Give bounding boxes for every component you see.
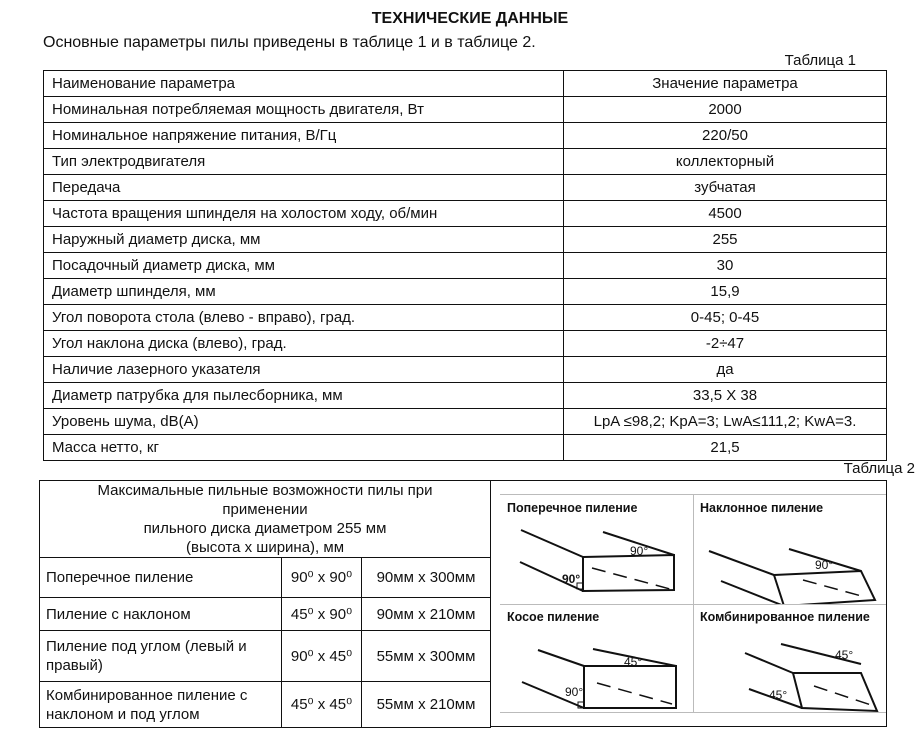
param-value-cell: да xyxy=(564,357,887,383)
param-name-cell: Наружный диаметр диска, мм xyxy=(44,227,564,253)
param-value-cell: 2000 xyxy=(564,97,887,123)
svg-text:90°: 90° xyxy=(562,572,581,586)
table-row xyxy=(44,435,887,461)
table-row xyxy=(44,331,887,357)
header-line: (высота х ширина), мм xyxy=(185,539,345,556)
angle-cell: 90⁰ x 45⁰ xyxy=(282,631,362,682)
param-value-cell: зубчатая xyxy=(564,175,887,201)
bevel-cut-drawing-icon xyxy=(693,495,886,604)
diagram-miter-cut xyxy=(500,604,693,713)
header-cell-value: Значение параметра xyxy=(564,71,887,97)
param-value-cell: 30 xyxy=(564,253,887,279)
header-line: пильного диска диаметром 255 мм xyxy=(143,520,387,537)
svg-text:45°: 45° xyxy=(624,655,643,669)
diagram-compound-cut xyxy=(693,604,886,713)
table-row xyxy=(44,305,887,331)
table-row xyxy=(44,383,887,409)
param-value-cell: 33,5 Х 38 xyxy=(564,383,887,409)
diagram-label: Поперечное пиление xyxy=(507,501,638,515)
param-value-cell: 220/50 xyxy=(564,123,887,149)
cutting-capacity-table xyxy=(39,480,491,728)
param-value-cell: 15,9 xyxy=(564,279,887,305)
param-name-cell: Частота вращения шпинделя на холостом ходу, об/мин xyxy=(44,201,564,227)
table-header-row xyxy=(44,71,887,97)
param-value-cell: 4500 xyxy=(564,201,887,227)
header-cell xyxy=(40,481,491,558)
table-row xyxy=(44,279,887,305)
diagram-bevel-cut xyxy=(693,495,886,604)
table-row xyxy=(44,357,887,383)
table-row xyxy=(40,682,491,728)
param-name-cell: Масса нетто, кг xyxy=(44,435,564,461)
diagram-grid xyxy=(500,494,886,713)
table-row xyxy=(44,123,887,149)
header-cell-param: Наименование параметра xyxy=(44,71,564,97)
svg-text:45°: 45° xyxy=(835,648,854,662)
size-cell: 55мм x 300мм xyxy=(362,631,491,682)
svg-text:90°: 90° xyxy=(630,544,649,558)
table-row xyxy=(44,253,887,279)
param-name-cell: Диаметр шпинделя, мм xyxy=(44,279,564,305)
angle-cell: 45⁰ x 45⁰ xyxy=(282,682,362,728)
table-row xyxy=(44,409,887,435)
param-name-cell: Номинальное напряжение питания, В/Гц xyxy=(44,123,564,149)
cut-type-cell: Пиление с наклоном xyxy=(40,598,282,631)
diagram-label: Наклонное пиление xyxy=(700,501,824,515)
param-name-cell: Угол наклона диска (влево), град. xyxy=(44,331,564,357)
cross-cut-drawing-icon xyxy=(500,495,693,604)
table-row xyxy=(44,201,887,227)
param-name-cell: Диаметр патрубка для пылесборника, мм xyxy=(44,383,564,409)
svg-text:45°: 45° xyxy=(769,688,788,702)
param-value-cell: 0-45; 0-45 xyxy=(564,305,887,331)
param-name-cell: Уровень шума, dB(A) xyxy=(44,409,564,435)
param-name-cell: Номинальная потребляемая мощность двигателя, Вт xyxy=(44,97,564,123)
table-row xyxy=(44,149,887,175)
param-name-cell: Посадочный диаметр диска, мм xyxy=(44,253,564,279)
table1-caption: Таблица 1 xyxy=(784,52,856,69)
param-name-cell: Передача xyxy=(44,175,564,201)
header-line: Максимальные пильные возможности пилы при xyxy=(97,482,433,499)
param-value-cell: LpA ≤98,2; KpA=3; LwA≤111,2; KwA=3. xyxy=(564,409,887,435)
param-value-cell: коллекторный xyxy=(564,149,887,175)
table2-caption: Таблица 2 xyxy=(843,460,915,477)
param-name-cell: Угол поворота стола (влево - вправо), град. xyxy=(44,305,564,331)
specs-table xyxy=(43,70,887,461)
table-row xyxy=(44,227,887,253)
svg-text:90°: 90° xyxy=(815,558,834,572)
intro-text: Основные параметры пилы приведены в таблице 1 и в таблице 2. xyxy=(43,34,536,51)
cutting-diagrams-panel xyxy=(490,480,887,727)
cut-type-cell: Пиление под углом (левый и правый) xyxy=(40,631,282,682)
param-name-cell: Тип электродвигателя xyxy=(44,149,564,175)
size-cell: 55мм x 210мм xyxy=(362,682,491,728)
diagram-label: Косое пиление xyxy=(507,610,600,624)
header-line: применении xyxy=(222,501,308,518)
table-row xyxy=(40,598,491,631)
param-value-cell: -2÷47 xyxy=(564,331,887,357)
cut-type-cell: Комбинированное пиление с наклоном и под углом xyxy=(40,682,282,728)
compound-cut-drawing-icon xyxy=(693,604,886,713)
page-title: ТЕХНИЧЕСКИЕ ДАННЫЕ xyxy=(371,10,569,27)
table-row xyxy=(44,97,887,123)
cut-type-cell: Поперечное пиление xyxy=(40,558,282,598)
table-row xyxy=(40,631,491,682)
size-cell: 90мм x 300мм xyxy=(362,558,491,598)
miter-cut-drawing-icon xyxy=(500,604,693,713)
angle-cell: 90⁰ x 90⁰ xyxy=(282,558,362,598)
size-cell: 90мм x 210мм xyxy=(362,598,491,631)
diagram-cross-cut xyxy=(500,495,693,604)
param-value-cell: 21,5 xyxy=(564,435,887,461)
diagram-label: Комбинированное пиление xyxy=(700,610,870,624)
table-header-row xyxy=(40,481,491,558)
svg-text:90°: 90° xyxy=(565,685,584,699)
param-value-cell: 255 xyxy=(564,227,887,253)
angle-cell: 45⁰ x 90⁰ xyxy=(282,598,362,631)
table-row xyxy=(40,558,491,598)
table-row xyxy=(44,175,887,201)
param-name-cell: Наличие лазерного указателя xyxy=(44,357,564,383)
